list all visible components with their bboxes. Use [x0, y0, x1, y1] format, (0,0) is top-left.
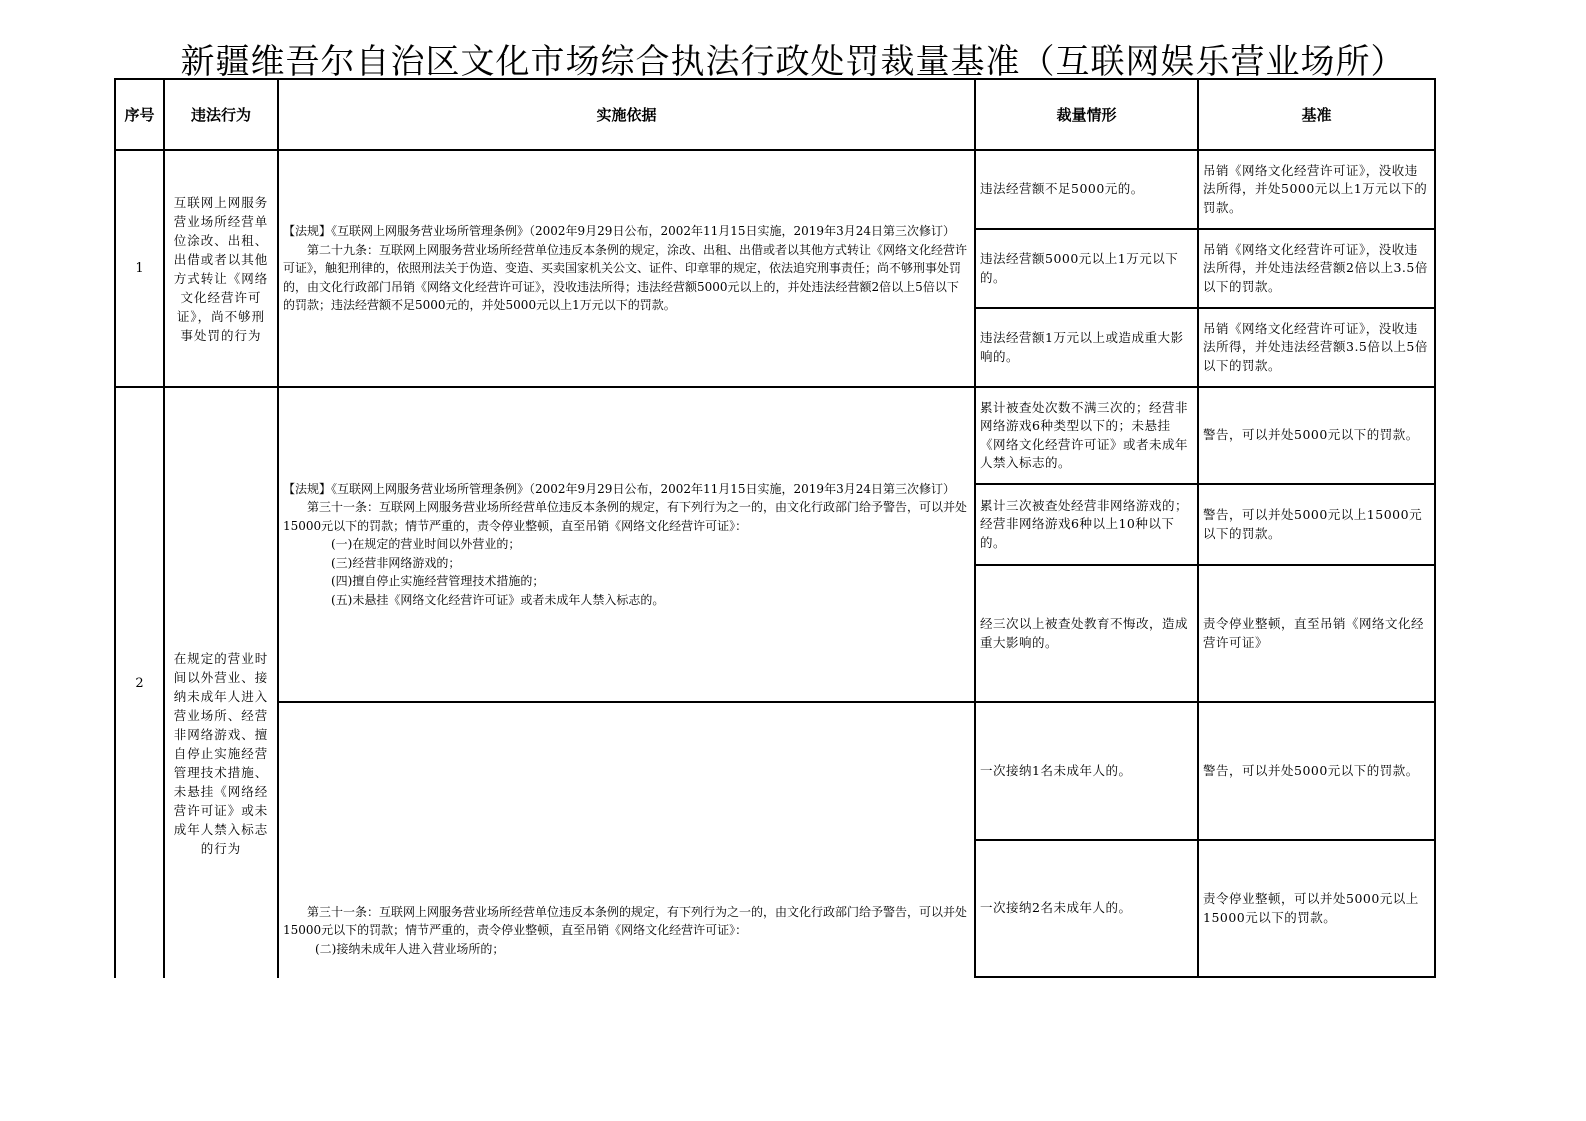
basis-article: 第二十九条：互联网上网服务营业场所经营单位违反本条例的规定，涂改、出租、出借或者以其他方式转让《网络文化经营许可证》，触犯刑律的，依照刑法关于伪造、变造、买卖国家机关公文、证件、印章罪的规定，依法追究刑事责任；尚不够刑事处罚的，由文化行政部门吊销《网络文化经营许可证》，没收违法所得；违法经营额5000元以上的，并处违法经营额2倍以上5倍以下的罚款；违法经营额不足5000元的，并处5000元以上1万元以下的罚款。 — [283, 242, 968, 313]
basis-clause: (二)接纳未成年人进入营业场所的； — [315, 941, 505, 956]
row-2-situation-2: 累计三次被查处经营非网络游戏的；经营非网络游戏6种以上10种以下的。 — [980, 497, 1189, 550]
basis-clause: (五)未悬挂《网络文化经营许可证》或者未成年人禁入标志的。 — [331, 592, 665, 607]
row-2-standard-1: 警告，可以并处5000元以下的罚款。 — [1203, 427, 1419, 443]
row-2-violation: 在规定的营业时间以外营业、接纳未成年人进入营业场所、经营非网络游戏、擅自停止实施经营管理技术措施、未悬挂《网络经营许可证》或未成年人禁入标志的行为 — [173, 650, 269, 856]
basis-article: 第三十一条：互联网上网服务营业场所经营单位违反本条例的规定，有下列行为之一的，由文化行政部门给予警告，可以并处15000元以下的罚款；情节严重的，责令停业整顿，直至吊销《网络文化经营许可证》： — [283, 500, 968, 533]
row-2-standard-2: 警告，可以并处5000元以上15000元以下的罚款。 — [1203, 507, 1423, 541]
row-2-basis-b — [279, 703, 974, 978]
header-violation: 违法行为 — [190, 106, 251, 124]
document-title: 新疆维吾尔自治区文化市场综合执法行政处罚裁量基准（互联网娱乐营业场所） — [180, 42, 1406, 82]
header-standard: 基准 — [1301, 106, 1332, 124]
header-basis: 实施依据 — [596, 106, 657, 124]
row-2-standard-4: 警告，可以并处5000元以下的罚款。 — [1203, 762, 1419, 778]
basis-article: 第三十一条：互联网上网服务营业场所经营单位违反本条例的规定，有下列行为之一的，由文化行政部门给予警告，可以并处15000元以下的罚款；情节严重的，责令停业整顿，直至吊销《网络文化经营许可证》： — [283, 904, 968, 938]
basis-source: 【法规】《互联网上网服务营业场所管理条例》（2002年9月29日公布，2002年11月15日实施，2019年3月24日第三次修订） — [283, 224, 955, 239]
row-2-situation-5: 一次接纳2名未成年人的。 — [980, 900, 1132, 916]
row-1-standard-1: 吊销《网络文化经营许可证》，没收违法所得，并处5000元以上1万元以下的罚款。 — [1203, 162, 1428, 215]
penalty-table — [114, 78, 1436, 978]
row-2-standard-5: 责令停业整顿，可以并处5000元以上15000元以下的罚款。 — [1203, 891, 1419, 925]
row-1-standard-3: 吊销《网络文化经营许可证》，没收违法所得，并处违法经营额3.5倍以上5倍以下的罚款。 — [1203, 320, 1428, 373]
row-2-number: 2 — [135, 675, 144, 691]
row-1-situation-2: 违法经营额5000元以上1万元以下的。 — [980, 251, 1179, 285]
row-2-standard-3: 责令停业整顿，直至吊销《网络文化经营许可证》 — [1203, 616, 1425, 650]
grid-line — [1434, 78, 1436, 978]
basis-clause: (四)擅自停止实施经营管理技术措施的； — [331, 574, 545, 589]
row-2-basis-a — [279, 388, 974, 701]
basis-clause: (一)在规定的营业时间以外营业的； — [331, 537, 521, 552]
row-1-situation-3: 违法经营额1万元以上或造成重大影响的。 — [980, 330, 1184, 364]
header-situation: 裁量情形 — [1056, 106, 1117, 124]
header-no: 序号 — [124, 106, 155, 124]
basis-clause: (三)经营非网络游戏的； — [331, 555, 461, 570]
row-2-situation-4: 一次接纳1名未成年人的。 — [980, 762, 1132, 778]
row-1-number: 1 — [135, 261, 144, 276]
basis-source: 【法规】《互联网上网服务营业场所管理条例》（2002年9月29日公布，2002年11月15日实施，2019年3月24日第三次修订） — [283, 481, 955, 496]
row-1-violation: 互联网上网服务营业场所经营单位涂改、出租、出借或者以其他方式转让《网络文化经营许可证》，尚不够刑事处罚的行为 — [173, 194, 269, 343]
row-1-standard-2: 吊销《网络文化经营许可证》，没收违法所得，并处违法经营额2倍以上3.5倍以下的罚款。 — [1203, 241, 1428, 294]
row-2-situation-3: 经三次以上被查处教育不悔改，造成重大影响的。 — [980, 616, 1189, 650]
row-2-situation-1: 累计被查处次数不满三次的；经营非网络游戏6种类型以下的；未悬挂《网络文化经营许可证》或者未成年人禁入标志的。 — [980, 399, 1189, 470]
row-1-situation-1: 违法经营额不足5000元的。 — [980, 181, 1144, 197]
row-1-basis — [279, 151, 974, 386]
grid-line — [974, 976, 1436, 978]
